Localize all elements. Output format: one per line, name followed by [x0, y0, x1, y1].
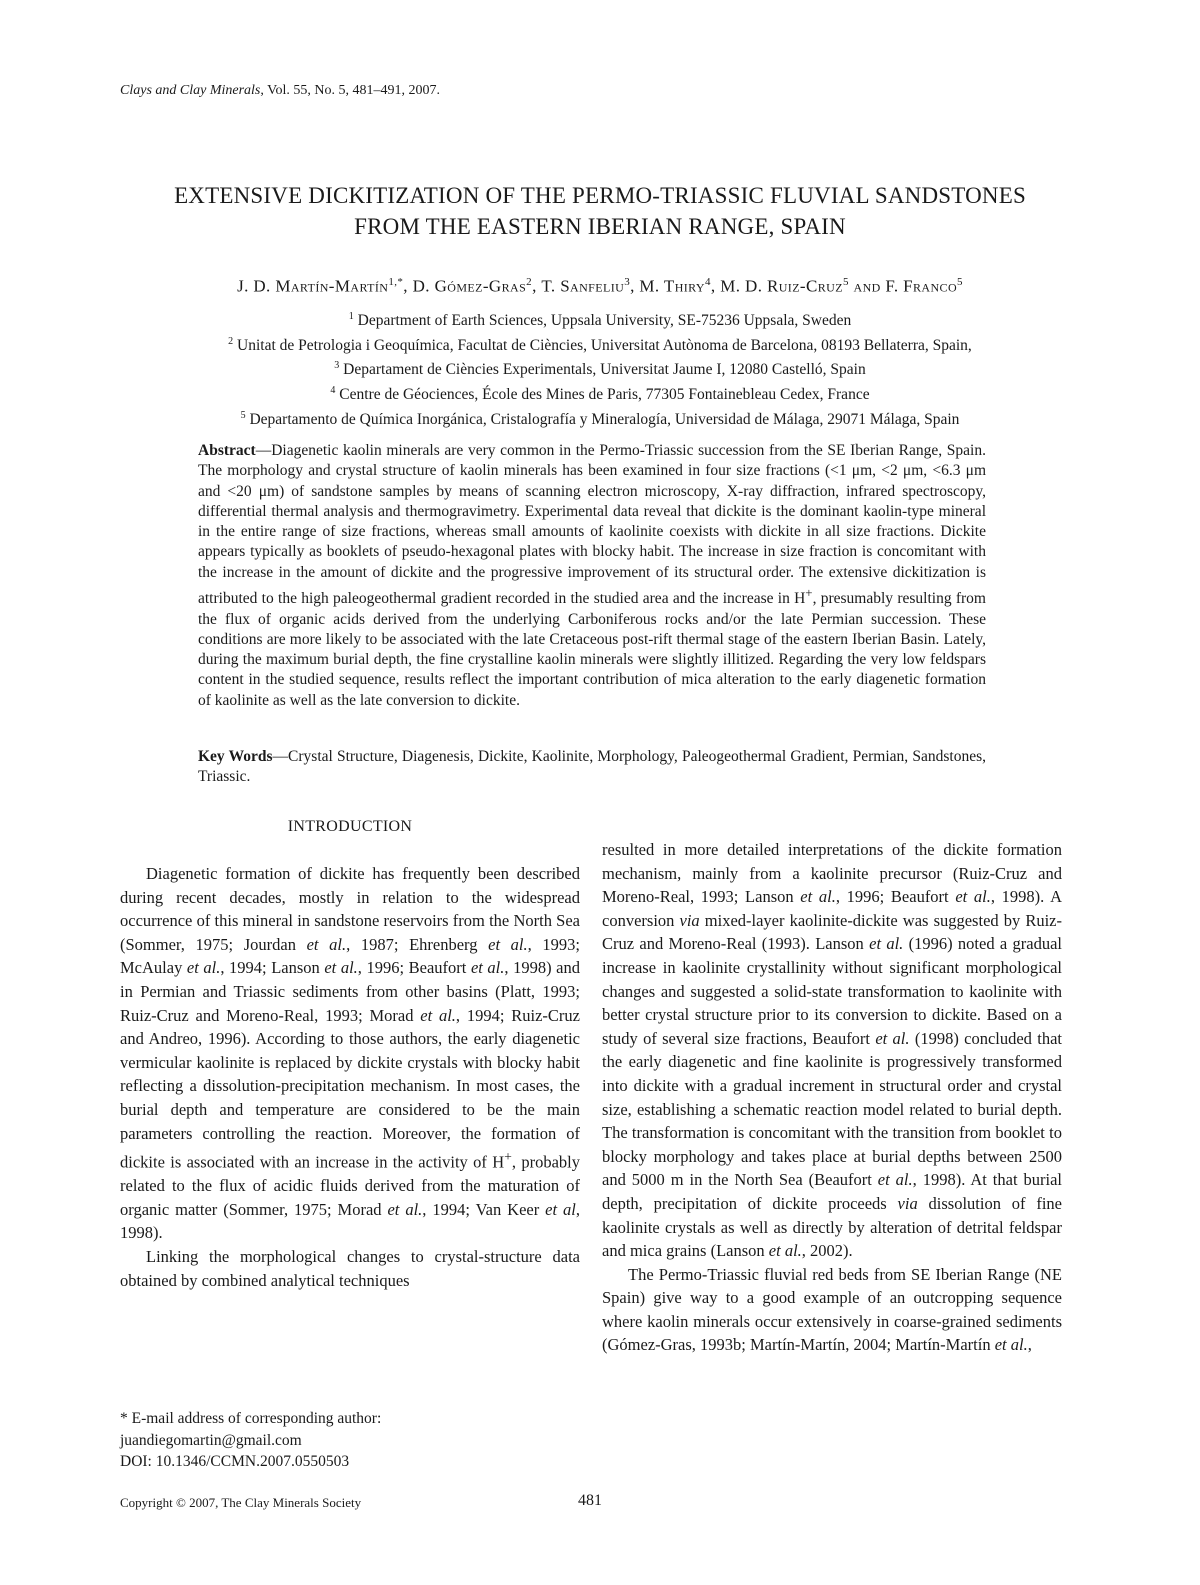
- italic-run: et al.: [324, 958, 358, 978]
- affiliation: [40, 356, 1160, 381]
- affiliation: [40, 406, 1160, 431]
- paper-title: [100, 180, 1100, 242]
- copyright-notice: Copyright © 2007, The Clay Minerals Society: [120, 1495, 362, 1510]
- section-heading: INTRODUCTION: [287, 818, 413, 835]
- italic-run: et al.: [994, 1335, 1028, 1355]
- corresponding-author-footnote: [120, 1408, 381, 1473]
- italic-run: et al.: [869, 934, 904, 954]
- paragraph: [602, 838, 1062, 1263]
- author-conjunction: and: [853, 276, 881, 296]
- text-run: The Permo-Triassic fluvial red beds from SE Iberian Range (NE Spain) give way to a good example of an outcropping sequence where kaolin minerals occur extensively in coarse-grained sediments (Gómez-Gras, 1993b; Martín-Martín, 2004; Martín-Martín: [602, 1264, 1062, 1355]
- text-run: mixed-layer kaolinite-dickite was suggested by Ruiz-Cruz and Moreno-Real (1993). Lanson: [602, 910, 1062, 954]
- author-name: D. Gómez-Gras: [412, 276, 527, 296]
- italic-run: et al.: [800, 887, 836, 907]
- text-run: , 1998). At that burial depth, precipitation of dickite proceeds: [602, 1170, 1062, 1213]
- text-run: , 1998). A conversion: [602, 887, 1062, 930]
- text-run: , 1998) and in Permian and Triassic sediments from other basins (Platt, 1993; Ruiz-Cruz and Moreno-Real, 1993; Morad: [120, 958, 580, 1025]
- author-affil-marker: 2: [526, 276, 533, 288]
- keywords: [198, 747, 986, 788]
- text-run: resulted in more detailed interpretations of the dickite formation mechanism, mainly from a kaolinite precursor (Ruiz-Cruz and Moreno-Real, 1993; Lanson: [602, 840, 1062, 907]
- italic-run: et al.: [470, 958, 505, 978]
- footnote-line: * E-mail address of corresponding author:: [120, 1410, 382, 1427]
- affiliation-number: 1: [348, 311, 354, 322]
- title-line-1: EXTENSIVE DICKITIZATION OF THE PERMO-TRIASSIC FLUVIAL SANDSTONES: [174, 183, 1026, 208]
- doi: DOI: 10.1346/CCMN.2007.0550503: [120, 1453, 350, 1470]
- affiliation-text: Department of Earth Sciences, Uppsala University, SE-75236 Uppsala, Sweden: [357, 312, 852, 330]
- journal-volume-info: , Vol. 55, No. 5, 481–491, 2007.: [260, 83, 440, 98]
- text-run: , 1998).: [120, 1199, 580, 1243]
- author-name: M. D. Ruiz-Cruz: [720, 276, 843, 296]
- paragraph: [602, 1263, 1062, 1357]
- text-run: , 1987; Ehrenberg: [346, 934, 489, 954]
- affiliation-text: Departamento de Química Inorgánica, Cristalografía y Mineralogía, Universidad de Málaga, 29071 Málaga, Spain: [249, 410, 960, 428]
- abstract-superscript: +: [805, 585, 813, 601]
- author-affil-marker: 4: [704, 276, 711, 288]
- italic-run: et al.: [387, 1199, 423, 1219]
- author-name: M. Thiry: [639, 276, 705, 296]
- superscript: +: [504, 1149, 512, 1165]
- italic-run: et al.: [420, 1005, 456, 1025]
- affiliation: [40, 332, 1160, 357]
- author-email: juandiegomartin@gmail.com: [120, 1431, 302, 1449]
- paragraph: [120, 862, 580, 1245]
- author-name: J. D. Martín-Martín: [237, 276, 389, 296]
- text-run: , 2002).: [801, 1241, 853, 1261]
- keywords-label: Key Words: [198, 748, 273, 765]
- affiliation-number: 5: [240, 409, 246, 421]
- italic-run: via: [679, 910, 700, 930]
- author-affil-marker: 3: [624, 276, 631, 288]
- text-run: , 1993; McAulay: [120, 934, 580, 978]
- left-column: [120, 862, 580, 1292]
- italic-run: et al.: [488, 934, 528, 954]
- text-run: (1996) noted a gradual increase in kaolinite crystallinity without significant morphological changes and suggested a solid-state transformation to kaolinite with better crystal structure prior to its conversion to dickite. Based on a study of several size fractions, Beaufort: [602, 934, 1063, 1048]
- author-affil-marker: 5: [842, 276, 849, 288]
- affiliation-number: 4: [330, 384, 336, 396]
- text-run: ,: [1027, 1335, 1032, 1355]
- abstract-text: —Diagenetic kaolin minerals are very common in the Permo-Triassic succession from the SE Iberian Range, Spain. The morphology and crystal structure of kaolin minerals has been examined in four size fractions (<1 μm, <2 μm, <6.3 μm and <20 μm) of sandstone samples by means of scanning electron microscopy, X-ray diffraction, infrared spectroscopy, differential thermal analysis and thermogravimetry. Experimental data reveal that dickite is the dominant kaolin-type mineral in the entire range of size fractions, whereas small amounts of kaolinite coexists with dickite in all size fractions. Dickite appears typically as booklets of pseudo-hexagonal plates with blocky habit. The increase in size fraction is concomitant with the increase in the amount of dickite and the progressive improvement of its structural order. The extensive dickitization is attributed to the high paleogeothermal gradient recorded in the studied area and the increase in H: [198, 442, 986, 608]
- journal-name: Clays and Clay Minerals: [120, 83, 261, 98]
- keywords-text: —Crystal Structure, Diagenesis, Dickite, Kaolinite, Morphology, Paleogeothermal Gradient, Permian, Sandstones, Triassic.: [198, 748, 986, 786]
- text-run: , probably related to the flux of acidic fluids derived from the maturation of organic matter (Sommer, 1975; Morad: [120, 1152, 580, 1219]
- abstract-label: Abstract: [198, 442, 256, 459]
- text-run: Diagenetic formation of dickite has frequently been described during recent decades, mostly in relation to the widespread occurrence of this mineral in sandstone reservoirs from the North Sea (Sommer, 1975; Jourdan: [120, 864, 580, 954]
- text-run: dissolution of fine kaolinite crystals as well as directly by alteration of detrital feldspar and mica grains (Lanson: [602, 1193, 1062, 1261]
- italic-run: et al.: [955, 887, 991, 907]
- text-run: , 1994; Lanson: [220, 958, 325, 978]
- affiliation-number: 2: [228, 335, 234, 347]
- italic-run: et al.: [768, 1241, 802, 1261]
- italic-run: via: [897, 1193, 918, 1213]
- italic-run: et al.: [186, 958, 221, 978]
- italic-run: et al.: [306, 934, 347, 954]
- text-run: , 1994; Van Keer: [422, 1199, 546, 1219]
- affiliation-list: [40, 307, 1160, 430]
- text-run: (1998) concluded that the early diagenetic and fine kaolinite is progressively transformed into dickite with a gradual increment in structural order and crystal size, establishing a schematic reaction model related to burial depth. The transformation is concomitant with the transition from booklet to blocky morphology and takes place at burial depths between 2500 and 5000 m in the North Sea (Beaufort: [602, 1028, 1062, 1190]
- abstract-text-continued: , presumably resulting from the flux of organic acids derived from the underlying Carboniferous rocks and/or the late Permian succession. These conditions are more likely to be associated with the late Cretaceous post-rift thermal stage of the eastern Iberian Basin. Lately, during the maximum burial depth, the fine crystalline kaolin minerals were slightly illitized. Regarding the very low feldspars content in the studied sequence, results reflect the important contribution of mica alteration to the early diagenetic formation of kaolinite as well as the late conversion to dickite.: [198, 590, 986, 709]
- italic-run: et al.: [875, 1028, 910, 1048]
- affiliation: [40, 307, 1160, 332]
- text-run: , 1996; Beaufort: [835, 887, 956, 907]
- affiliation-text: Departament de Ciències Experimentals, Universitat Jaume I, 12080 Castelló, Spain: [343, 361, 866, 379]
- title-line-2: FROM THE EASTERN IBERIAN RANGE, SPAIN: [354, 214, 846, 239]
- journal-citation: [120, 83, 440, 99]
- author-affil-marker: 1,*: [388, 276, 404, 288]
- affiliation-text: Unitat de Petrologia i Geoquímica, Facultat de Ciències, Universitat Autònoma de Barcelona, 08193 Bellaterra, Spain,: [237, 336, 972, 354]
- italic-run: et al: [545, 1199, 576, 1219]
- abstract: [198, 441, 986, 711]
- author-name: T. Sanfeliu: [541, 276, 625, 296]
- page-number: 481: [578, 1492, 602, 1509]
- italic-run: et al.: [877, 1170, 913, 1190]
- author-name: F. Franco: [885, 276, 958, 296]
- affiliation-text: Centre de Géociences, École des Mines de Paris, 77305 Fontainebleau Cedex, France: [339, 386, 870, 404]
- affiliation-number: 3: [334, 360, 340, 372]
- right-column: [602, 838, 1062, 1357]
- author-affil-marker: 5: [957, 276, 963, 288]
- text-run: , 1994; Ruiz-Cruz and Andreo, 1996). According to those authors, the early diagenetic vermicular kaolinite is replaced by dickite crystals with blocky habit reflecting a dissolution-precipitation mechanism. In most cases, the burial depth and temperature are considered to be the main parameters controlling the reaction. Moreover, the formation of dickite is associated with an increase in the activity of H: [120, 1005, 580, 1172]
- affiliation: [40, 381, 1160, 406]
- text-run: , 1996; Beaufort: [357, 958, 471, 978]
- author-list: J. D. Martín-Martín$^{1,*}$, D. Gómez-Gras$^2$, T. Sanfeliu$^3$, M. Thiry$^4$, M. D. Ruiz-Cruz$^5$ and F. Franco$^5$: [237, 276, 963, 296]
- paragraph: Linking the morphological changes to crystal-structure data obtained by combined analytical techniques: [120, 1247, 580, 1290]
